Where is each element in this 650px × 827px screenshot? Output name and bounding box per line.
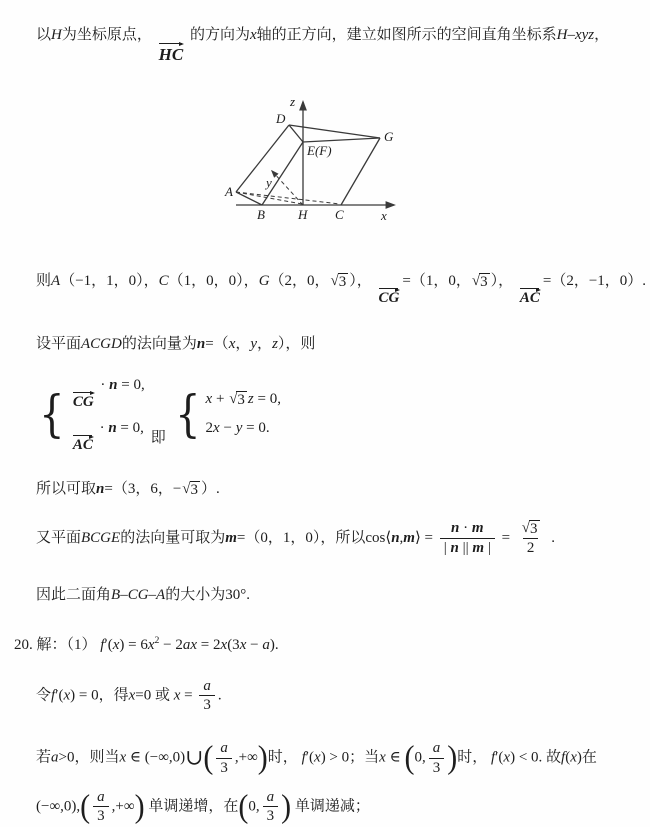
overhead-arrow-icon [159,39,183,44]
dashed-A-C [236,192,340,204]
left-brace: { [39,384,65,443]
label-point-G: G [384,128,394,144]
edge-D-EF [289,125,303,142]
edge-D-A [236,125,289,192]
left-brace: { [174,384,201,443]
radical: √ 3 [229,391,245,409]
paragraph-coordinate-setup: 以H为坐标原点， HC 的方向为x轴的正方向，建立如图所示的空间直角坐标系H–xyz， [36,27,610,65]
label-z-axis: z [290,93,296,109]
vector-arrow-notation: AC [519,284,541,307]
fraction: √ 3 2 [521,519,538,556]
fraction: $\frac{a}{3}$ [263,788,279,827]
paragraph-cosine-computation: 又平面BCGE的法向量可取为m=（0，1，0），所以cos⟨n,m⟩ = $\frac{n \cdot m}{| n || m |}$ = √ 3 2 . [36,519,556,556]
fraction: $\frac{a}{3}$ [199,677,215,716]
fraction: $\frac{n \cdot m}{| n || m |}$ [440,519,495,558]
overhead-arrow-icon [520,284,539,289]
brace-system: { x + √ 3 z = 0, 2x − y = 0. [174,384,281,443]
vector-arrow-notation: CG [72,388,95,411]
y-axis [272,171,303,205]
edge-C-G [341,138,380,205]
label-x-axis: x [381,207,387,223]
radical: √ 3 [521,519,538,537]
paragraph-critical-points: 令f′(x) = 0，得x=0 或 x = $\frac{a}{3}$ . [36,677,222,714]
radical: √ 3 [330,272,347,290]
overhead-arrow-icon [379,284,399,289]
vector-arrow-notation: AC [72,431,94,454]
radical: √ 3 [182,481,199,499]
edge-A-B [236,192,262,205]
coordinate-diagram [224,88,424,230]
edge-EF-G [303,138,380,142]
paragraph-point-coordinates: 则A（−1，1，0），C（1，0，0），G（2，0， √ 3 ）， CG =（1，0， √ 3 ）， AC =（2，−1，0）. [36,272,647,307]
vector-arrow-notation: CG [378,284,401,307]
brace-system: { CG · n = 0, AC · n = 0, [39,376,145,454]
diagram-svg [224,88,424,230]
label-point-EF: E(F) [307,142,332,158]
paragraph-monotonic-intervals: (−∞,0),( $\frac{a}{3}$ ,+∞) 单调递增，在(0, $\frac{a}{3}$ ) 单调递减； [36,788,370,825]
fraction: $\frac{a}{3}$ [93,788,109,827]
vector-arrow-notation: HC [158,39,185,64]
radical: √ 3 [471,272,488,290]
paragraph-case-a-positive: 若a>0，则当x ∈ (−∞,0)∪( $\frac{a}{3}$ ,+∞)时， f′(x) > 0；当x ∈ (0, $\frac{a}{3}$ )时， f′(x) < 0. 故f(x)在 [36,739,597,777]
fraction: $\frac{a}{3}$ [429,739,445,778]
equation-system: { CG · n = 0, AC · n = 0, 即 { x + √ 3 z = 0, 2x − y = 0. [36,374,650,455]
label-point-D: D [276,110,286,126]
paragraph-take-normal-vector: 所以可取n=（3，6，− √ 3 ）. [36,481,220,499]
label-y-axis: y [266,174,272,190]
paragraph-normal-vector-setup: 设平面ACGD的法向量为n=（x，y，z），则 [36,336,316,353]
label-point-H: H [298,206,308,222]
fraction: $\frac{a}{3}$ [216,739,232,778]
paragraph-problem20-derivative: 20. 解：（1） $f'(x) = 6x^2 - 2ax = 2x(3x - a)$. [14,635,279,654]
overhead-arrow-icon [73,388,93,393]
label-point-A: A [225,183,233,199]
paragraph-dihedral-angle-conclusion: 因此二面角B–CG–A的大小为30°. [36,586,250,603]
label-point-B: B [257,206,265,222]
overhead-arrow-icon [73,431,92,436]
label-point-C: C [335,206,344,222]
